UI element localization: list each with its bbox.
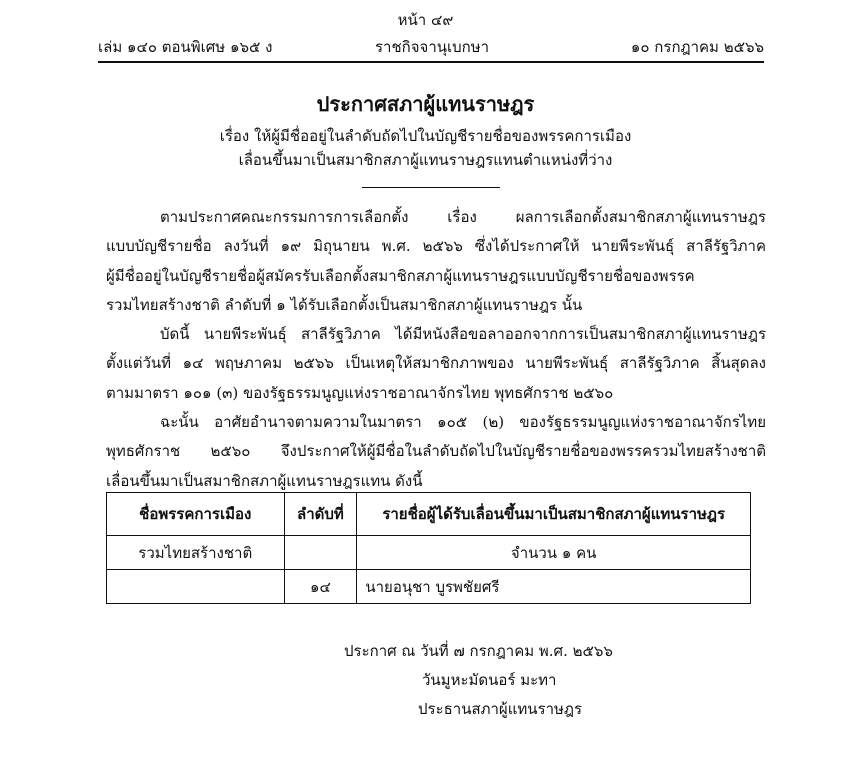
party-cell: รวมไทยสร้างชาติ [107, 536, 285, 570]
title-divider [362, 187, 500, 188]
signatory-position: ประธานสภาผู้แทนราษฎร [418, 700, 583, 718]
body-line: ฉะนั้น อาศัยอำนาจตามความในมาตรา ๑๐๕ (๒) ของรัฐธรรมนูญแห่งราชอาณาจักรไทย [160, 413, 766, 432]
table-header-row [107, 493, 751, 536]
member-table [106, 492, 751, 604]
announcement-title: ประกาศสภาผู้แทนราษฎร [316, 92, 535, 116]
volume-issue: เล่ม ๑๔๐ ตอนพิเศษ ๑๖๕ ง [98, 38, 273, 56]
column-header-party: ชื่อพรรคการเมือง [107, 493, 285, 536]
party-cell [107, 570, 285, 604]
announcement-body [106, 203, 766, 496]
subject-line: เรื่อง ให้ผู้มีชื่ออยู่ในลำดับถัดไปในบัญชีรายชื่อของพรรคการเมือง [219, 127, 632, 145]
body-line: เลื่อนขึ้นมาเป็นสมาชิกสภาผู้แทนราษฎรแทน ดังนี้ [106, 471, 423, 490]
body-line: แบบบัญชีรายชื่อ ลงวันที่ ๑๙ มิถุนายน พ.ศ. ๒๕๖๖ ซึ่งได้ประกาศให้ นายพีระพันธุ์ สาลีรัฐวิภาค [106, 237, 766, 256]
signatory-name: วันมูหะมัดนอร์ มะทา [422, 671, 557, 689]
page-number: หน้า ๔๙ [397, 11, 454, 29]
body-line: ผู้มีชื่ออยู่ในบัญชีรายชื่อผู้สมัครรับเลือกตั้งสมาชิกสภาผู้แทนราษฎรแบบบัญชีรายชื่อของพรรค [106, 266, 695, 285]
publication-date: ๑๐ กรกฎาคม ๒๕๖๖ [630, 38, 764, 56]
body-line: บัดนี้ นายพีระพันธุ์ สาลีรัฐวิภาค ได้มีหนังสือขอลาออกจากการเป็นสมาชิกสภาผู้แทนราษฎร [160, 325, 766, 344]
body-line: รวมไทยสร้างชาติ ลำดับที่ ๑ ได้รับเลือกตั้งเป็นสมาชิกสภาผู้แทนราษฎร นั้น [106, 295, 583, 314]
column-header-names: รายชื่อผู้ได้รับเลื่อนขึ้นมาเป็นสมาชิกสภาผู้แทนราษฎร [357, 493, 751, 536]
announcement-subject [0, 124, 851, 172]
column-header-order: ลำดับที่ [284, 493, 357, 536]
table-row [107, 570, 751, 604]
subject-line: เลื่อนขึ้นมาเป็นสมาชิกสภาผู้แทนราษฎรแทนตำแหน่งที่ว่าง [238, 151, 613, 169]
table-row [107, 536, 751, 570]
gazette-header [98, 36, 764, 58]
body-line: ตามประกาศคณะกรรมการการเลือกตั้ง เรื่อง ผลการเลือกตั้งสมาชิกสภาผู้แทนราษฎร [160, 208, 766, 226]
body-line: ตามมาตรา ๑๐๑ (๓) ของรัฐธรรมนูญแห่งราชอาณาจักรไทย พุทธศักราช ๒๕๖๐ [106, 383, 614, 402]
publication-name: ราชกิจจานุเบกษา [375, 38, 490, 56]
member-name-cell: นายอนุชา บูรพชัยศรี [357, 570, 751, 604]
count-cell: จำนวน ๑ คน [357, 536, 751, 570]
order-cell [284, 536, 357, 570]
signature-block [344, 637, 613, 724]
header-rule [98, 61, 764, 63]
order-cell: ๑๔ [284, 570, 357, 604]
announcement-date: ประกาศ ณ วันที่ ๗ กรกฎาคม พ.ศ. ๒๕๖๖ [344, 642, 613, 660]
body-line: ตั้งแต่วันที่ ๑๔ พฤษภาคม ๒๕๖๖ เป็นเหตุให้สมาชิกภาพของ นายพีระพันธุ์ สาลีรัฐวิภาค สิ้นสุดลง [106, 354, 766, 373]
body-line: พุทธศักราช ๒๕๖๐ จึงประกาศให้ผู้มีชื่อในลำดับถัดไปในบัญชีรายชื่อของพรรครวมไทยสร้างชาติ [106, 442, 766, 461]
